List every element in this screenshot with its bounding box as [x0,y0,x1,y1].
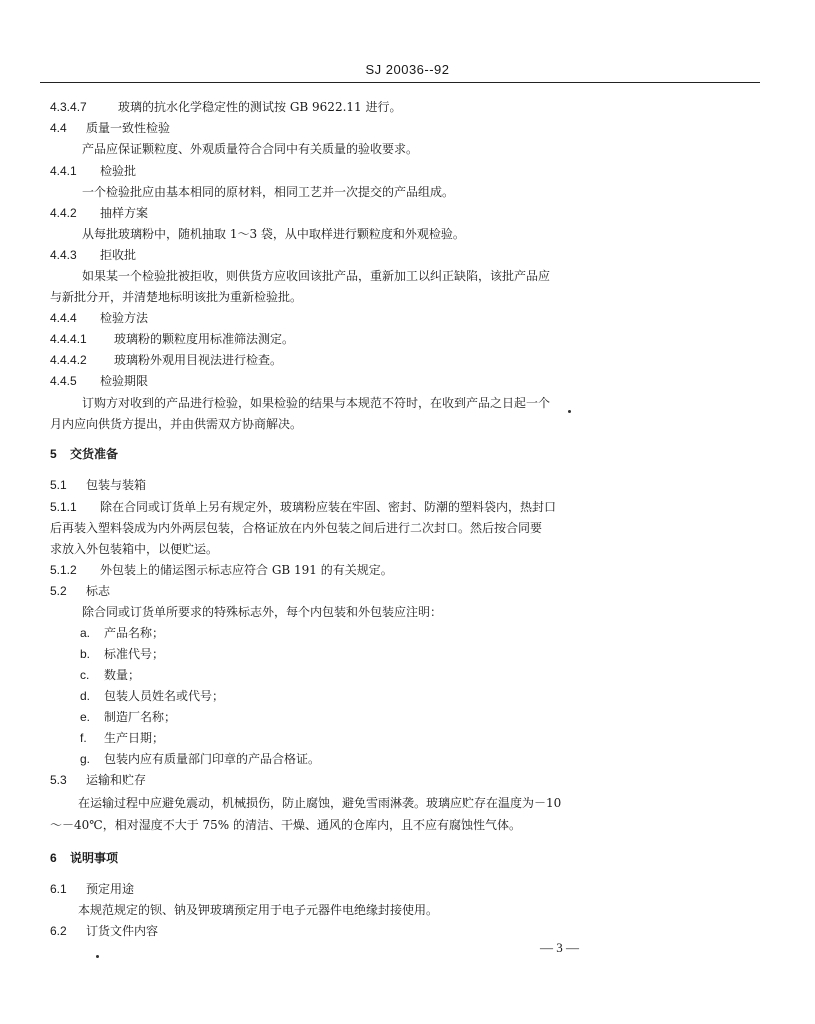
clause-text: 外包装上的储运图示标志应符合 GB 191 的有关规定。 [100,563,393,577]
clause-text: 包装内应有质量部门印章的产品合格证。 [104,752,321,766]
clause-text: 检验方法 [100,311,149,325]
clause-text: 除在合同或订货单上另有规定外，玻璃粉应装在牢固、密封、防潮的塑料袋内，热封口 [100,500,557,514]
clause-text: 说明事项 [70,851,119,865]
paragraph-text: 产品应保证颗粒度、外观质量符合合同中有关质量的验收要求。 [82,142,419,156]
clause-number: 5 [50,447,57,461]
clause-number: 4.4.4 [50,311,77,325]
paragraph-text: 本规范规定的钡、钠及钾玻璃预定用于电子元器件电绝缘封接使用。 [78,903,439,917]
clause-text: 预定用途 [86,882,135,896]
scan-speck [96,955,99,958]
clause-text: 包装人员姓名或代号； [104,689,225,703]
paragraph-text: ～－40℃，相对湿度不大于 75% 的清洁、干燥、通风的仓库内，且不应有腐蚀性气体。 [50,818,521,832]
paragraph-text: 从每批玻璃粉中，随机抽取 1～3 袋，从中取样进行颗粒度和外观检验。 [82,227,465,241]
paragraph-text: 订购方对收到的产品进行检验，如果检验的结果与本规范不符时，在收到产品之日起一个 [82,396,551,410]
clause-text: 玻璃粉的颗粒度用标准筛法测定。 [114,332,295,346]
clause-text: 标志 [86,584,111,598]
clause-number: 4.4.2 [50,206,77,220]
scan-speck [568,410,571,413]
clause-number: f. [80,731,87,745]
clause-number: b. [80,647,91,661]
clause-number: 4.4.1 [50,164,77,178]
paragraph-text: 除合同或订货单所要求的特殊标志外，每个内包装和外包装应注明： [82,605,443,619]
clause-text: 检验批 [100,164,137,178]
clause-text: 订货文件内容 [86,924,159,938]
paragraph-text: 一个检验批应由基本相同的原材料，相同工艺并一次提交的产品组成。 [82,185,455,199]
clause-number: 4.4.3 [50,248,77,262]
clause-text: 抽样方案 [100,206,149,220]
clause-number: 6.2 [50,924,67,938]
clause-text: 运输和贮存 [86,773,147,787]
clause-number: 5.3 [50,773,67,787]
clause-number: g. [80,752,91,766]
clause-number: 4.4.5 [50,374,77,388]
paragraph-text: 与新批分开，并清楚地标明该批为重新检验批。 [50,290,303,304]
clause-number: 4.4 [50,121,67,135]
clause-text: 玻璃粉外观用目视法进行检查。 [114,353,283,367]
clause-number: 4.3.4.7 [50,100,87,114]
clause-number: d. [80,689,91,703]
clause-text: 生产日期； [104,731,165,745]
clause-number: 4.4.4.1 [50,332,87,346]
clause-number: 5.1.2 [50,563,77,577]
document-header-code: SJ 20036--92 [365,62,450,77]
paragraph-text: 后再装入塑料袋成为内外两层包装，合格证放在内外包装之间后进行二次封口。然后按合同要 [50,521,543,535]
clause-text: 玻璃的抗水化学稳定性的测试按 GB 9622.11 进行。 [118,100,402,114]
clause-number: 6 [50,851,57,865]
clause-text: 交货准备 [70,447,119,461]
clause-number: e. [80,710,91,724]
clause-number: a. [80,626,91,640]
clause-text: 标准代号； [104,647,165,661]
paragraph-text: 月内应向供货方提出，并由供需双方协商解决。 [50,417,303,431]
paragraph-text: 如果某一个检验批被拒收，则供货方应收回该批产品，重新加工以纠正缺陷，该批产品应 [82,269,551,283]
clause-text: 产品名称； [104,626,165,640]
page-number: — 3 — [540,940,579,955]
header-rule [40,82,760,83]
clause-text: 包装与装箱 [86,478,147,492]
clause-number: 5.2 [50,584,67,598]
paragraph-text: 求放入外包装箱中，以便贮运。 [50,542,219,556]
clause-text: 数量； [104,668,141,682]
paragraph-text: 在运输过程中应避免震动，机械损伤，防止腐蚀，避免雪雨淋袭。玻璃应贮存在温度为－10 [78,796,562,810]
clause-number: c. [80,668,90,682]
clause-number: 5.1 [50,478,67,492]
clause-text: 检验期限 [100,374,149,388]
clause-number: 4.4.4.2 [50,353,87,367]
clause-text: 拒收批 [100,248,137,262]
clause-text: 制造厂名称； [104,710,177,724]
clause-number: 5.1.1 [50,500,77,514]
clause-text: 质量一致性检验 [86,121,171,135]
clause-number: 6.1 [50,882,67,896]
